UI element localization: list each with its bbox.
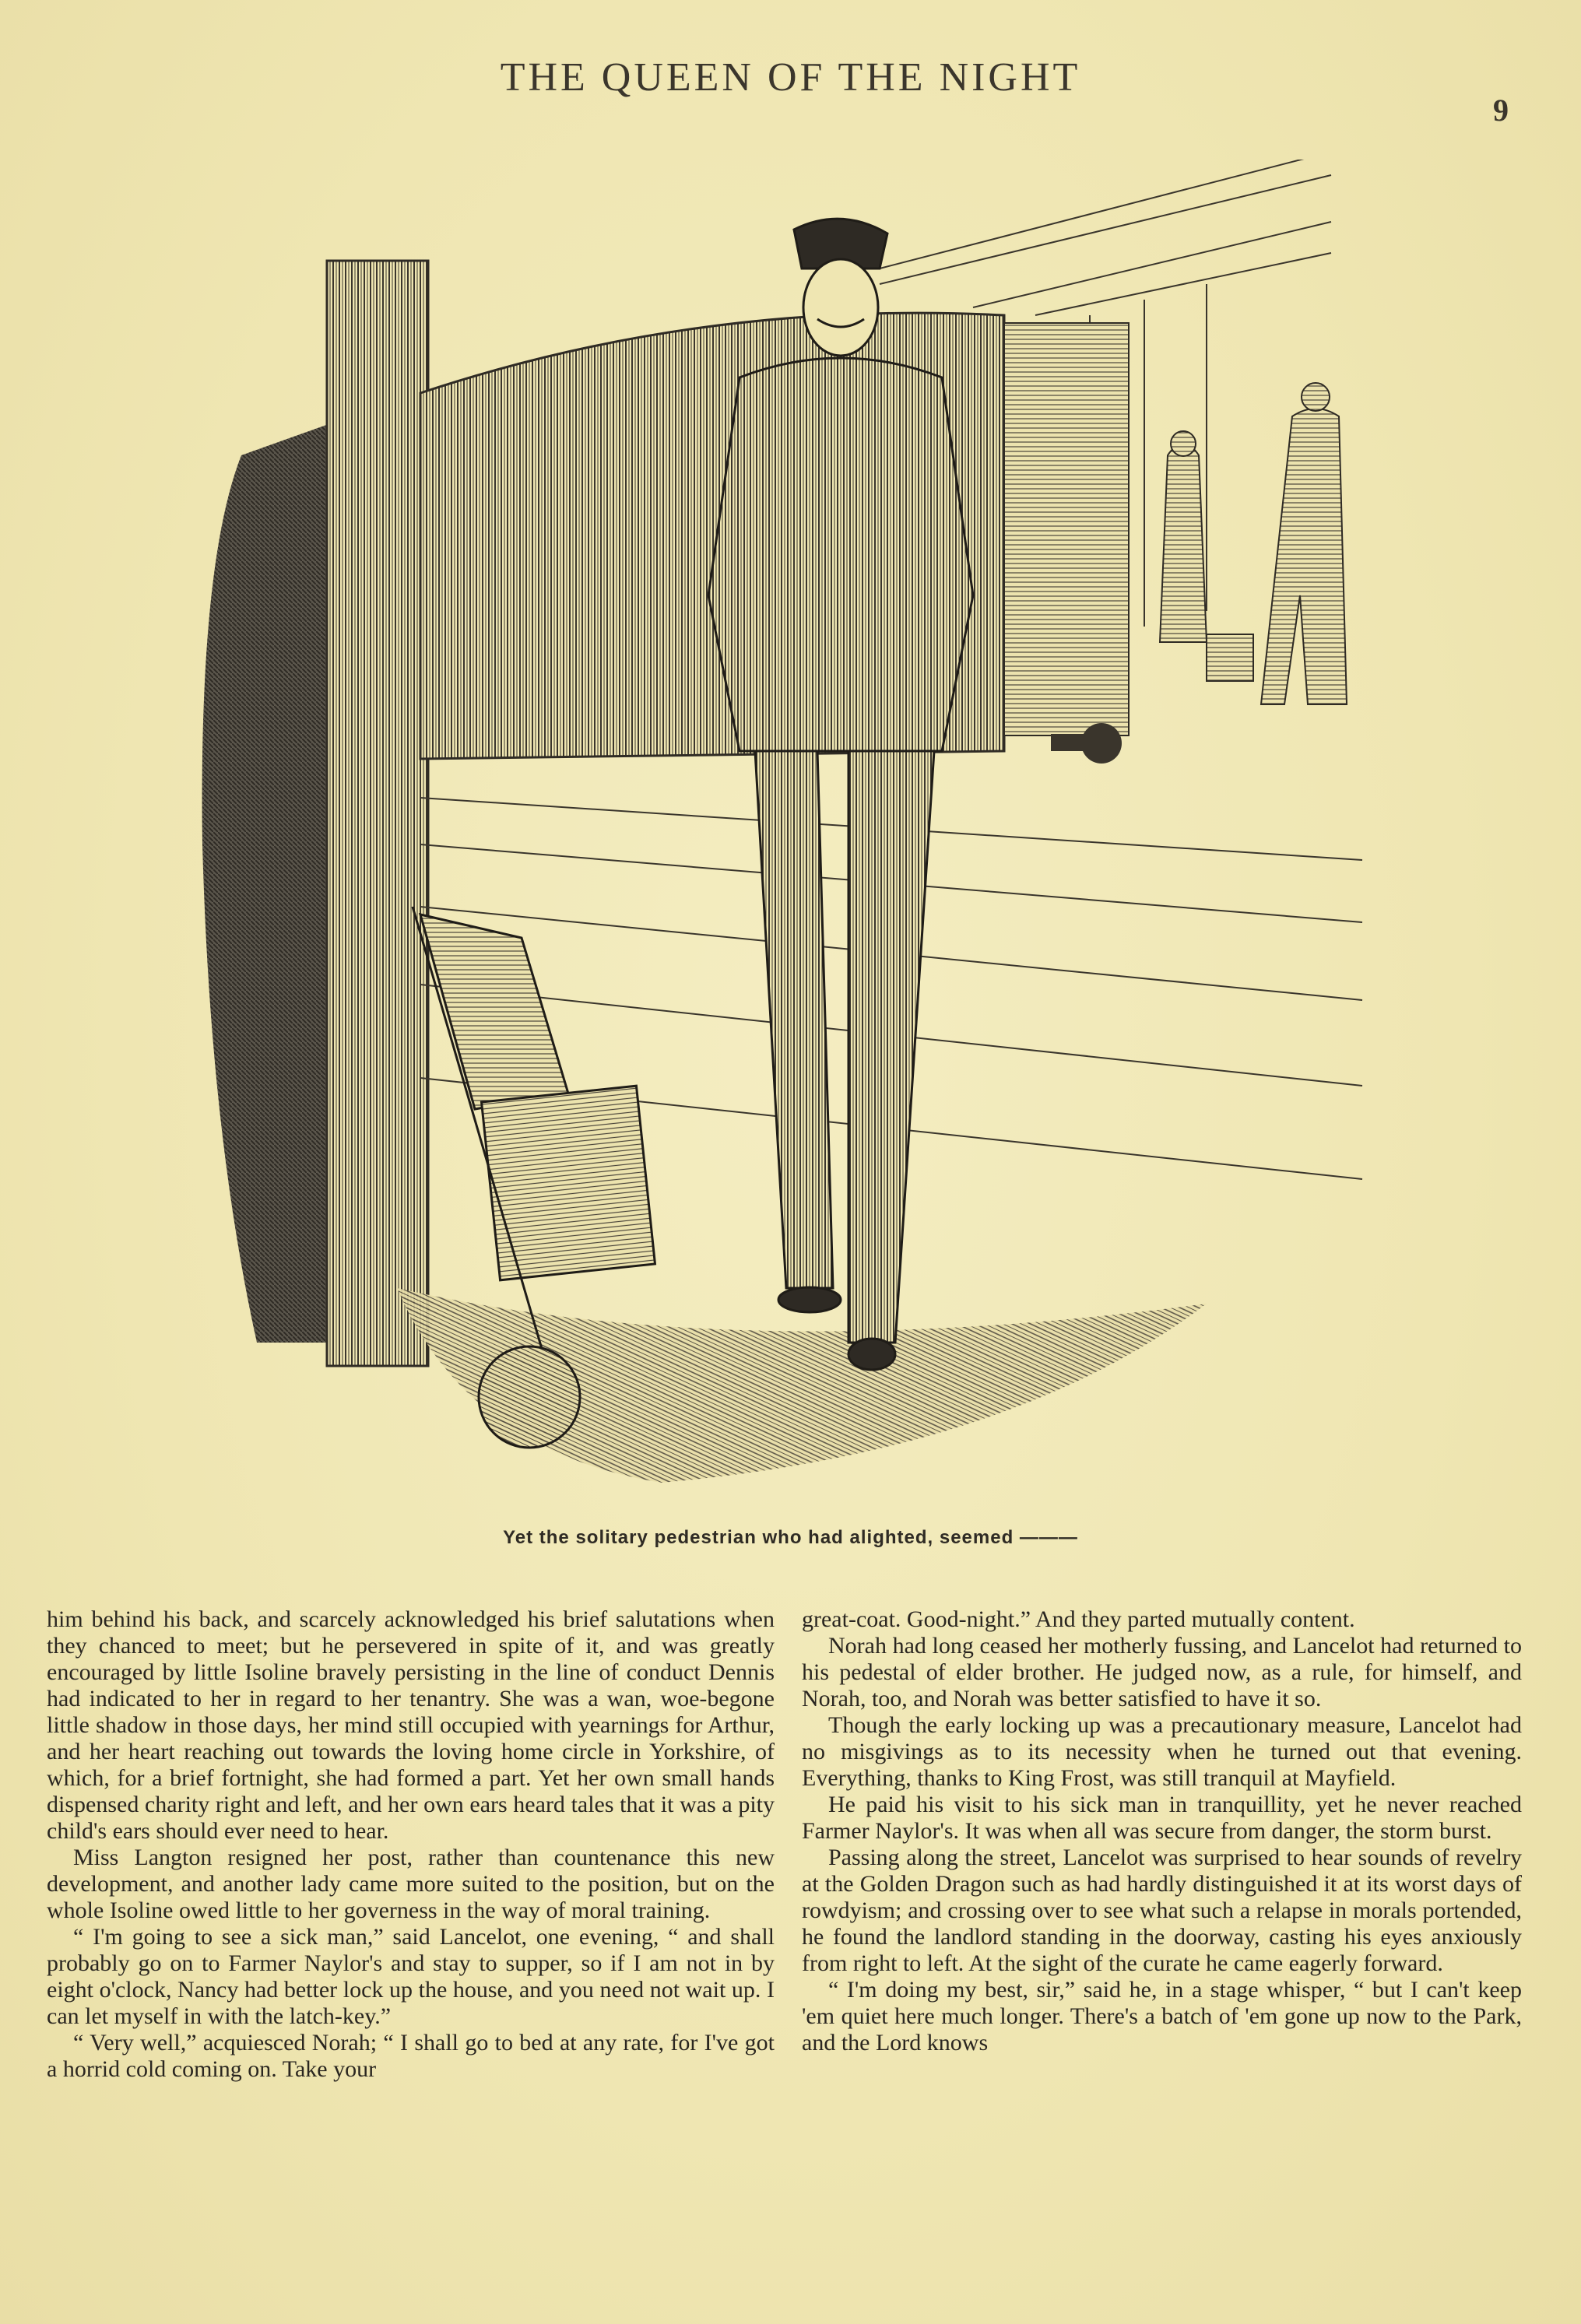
porter-figure [708, 219, 973, 1370]
paragraph: him behind his back, and scarcely acknowledged his brief salutations when they chanced to meet; but he persevered in spite of it, and was greatly encouraged by little Isoline bravely persisting in the line of conduct Dennis had indicated to her in regard to her tenantry. She was a wan, woe-begone little shadow in those days, her mind still occupied with yearnings for Arthur, and her heart reaching out towards the loving home circle in Yorkshire, of which, for a brief fortnight, she had formed a part. Yet her own small hands dispensed charity right and left, and her own ears heard tales that it was a pity child's ears should ever need to hear. [47, 1606, 775, 1844]
running-head: THE QUEEN OF THE NIGHT [500, 55, 1081, 100]
paragraph: Passing along the street, Lancelot was surprised to hear sounds of revelry at the Golden Dragon such as had hardly distinguished it at its worst days of rowdyism; and crossing over to see what such a relapse in morals portended, he found the landlord standing in the doorway, casting his eyes anxiously from right to left. At the sight of the curate he came eagerly forward. [802, 1845, 1522, 1976]
paragraph: Miss Langton resigned her post, rather than countenance this new development, and another lady came more suited to the position, but on the whole Isoline owed little to her governess in the way of moral training. [47, 1845, 775, 1923]
station-platform-illustration [195, 160, 1393, 1514]
paragraph: Though the early locking up was a precautionary measure, Lancelot had no misgivings as to its necessity when he turned out that evening. Everything, thanks to King Frost, was still tranquil at Mayfield. [802, 1712, 1522, 1791]
paragraph: “ I'm doing my best, sir,” said he, in a stage whisper, “ but I can't keep 'em quiet here much longer. There's a batch of 'em gone up now to the Park, and the Lord knows [802, 1977, 1522, 2055]
paragraph: Norah had long ceased her motherly fussing, and Lancelot had returned to his pedestal of elder brother. He judged now, as a rule, for himself, and Norah, too, and Norah was better satisfied to have it so. [802, 1633, 1522, 1711]
right-column [802, 1606, 1522, 2056]
paragraph: “ I'm going to see a sick man,” said Lancelot, one evening, “ and shall probably go on to Farmer Naylor's and stay to supper, so if I am not in by eight o'clock, Nancy had better lock up the house, and you need not wait up. I can let myself in with the latch-key.” [47, 1924, 775, 2029]
background-figures [1160, 383, 1347, 704]
left-column [47, 1606, 775, 2083]
page-number: 9 [1493, 93, 1509, 128]
illustration-caption: Yet the solitary pedestrian who had alighted, seemed ——— [503, 1527, 1078, 1548]
paragraph: great-coat. Good-night.” And they parted mutually content. [802, 1606, 1355, 1632]
paragraph: “ Very well,” acquiesced Norah; “ I shall go to bed at any rate, for I've got a horrid cold coming on. Take your [47, 2030, 775, 2082]
paragraph: He paid his visit to his sick man in tranquillity, yet he never reached Farmer Naylor's. It was when all was secure from danger, the storm burst. [802, 1792, 1522, 1844]
pillar [327, 261, 428, 1366]
